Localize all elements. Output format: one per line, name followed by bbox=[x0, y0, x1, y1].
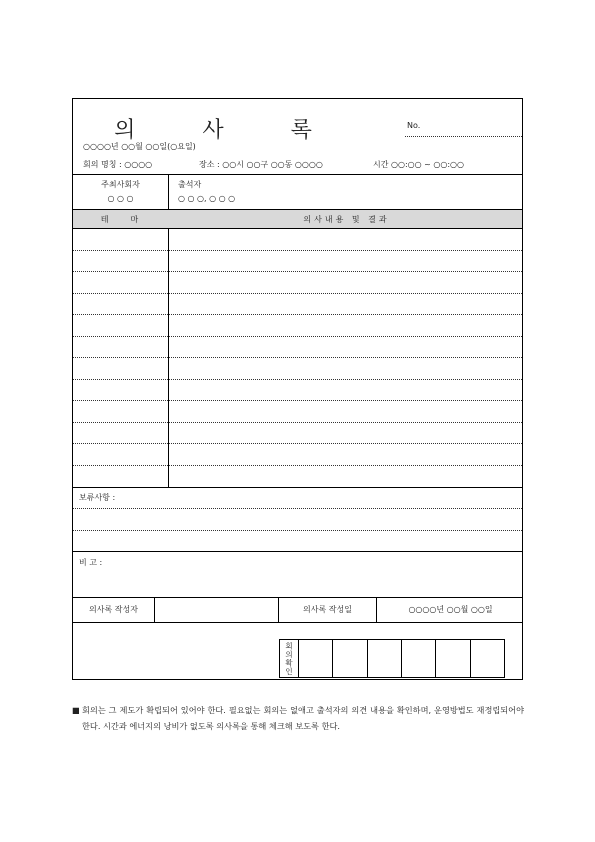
agenda-content-header: 의사내용 및 결과 bbox=[303, 215, 390, 224]
meeting-name: 회의 명칭 : ○○○○ bbox=[83, 160, 153, 169]
agenda-row[interactable] bbox=[73, 271, 522, 272]
divider bbox=[73, 551, 522, 552]
writer-field[interactable] bbox=[155, 598, 277, 621]
no-label: No. bbox=[407, 121, 421, 130]
date-line: ○○○○년 ○○월 ○○일(○요일) bbox=[83, 142, 196, 151]
divider bbox=[73, 597, 522, 598]
chair-value: ○ ○ ○ bbox=[107, 194, 134, 203]
write-date-label: 의사록 작성일 bbox=[303, 605, 352, 614]
agenda-row[interactable] bbox=[73, 465, 522, 466]
meeting-place: 장소 : ○○시 ○○구 ○○동 ○○○○ bbox=[199, 160, 323, 169]
agenda-row[interactable] bbox=[73, 314, 522, 315]
divider bbox=[73, 487, 522, 488]
minutes-form bbox=[72, 98, 523, 680]
write-date-value: ○○○○년 ○○월 ○○일 bbox=[408, 605, 493, 614]
pending-line[interactable] bbox=[73, 508, 522, 509]
divider bbox=[168, 174, 169, 210]
meeting-time: 시간 ○○:○○ ~ ○○:○○ bbox=[373, 160, 465, 169]
attendees-label: 출석자 bbox=[178, 180, 202, 189]
agenda-row[interactable] bbox=[73, 379, 522, 380]
agenda-row[interactable] bbox=[73, 293, 522, 294]
confirm-cell[interactable] bbox=[299, 640, 333, 677]
footnote-text: 회의는 그 제도가 확립되어 있어야 한다. 필요없는 회의는 없애고 출석자의 의견 내용을 확인하며, 운영방법도 재정립되어야 한다. 시간과 에너지의 낭비가 없도록 의사록을 통해 체크해 보도록 한다. bbox=[82, 705, 524, 731]
divider bbox=[168, 229, 169, 487]
writer-label: 의사록 작성자 bbox=[89, 605, 138, 614]
confirm-label: 회의확인 bbox=[280, 640, 299, 677]
divider bbox=[73, 174, 522, 175]
agenda-row[interactable] bbox=[73, 250, 522, 251]
confirm-table bbox=[279, 639, 505, 678]
agenda-row[interactable] bbox=[73, 422, 522, 423]
attendees-value: ○ ○ ○, ○ ○ ○ bbox=[178, 194, 236, 203]
pending-line[interactable] bbox=[73, 530, 522, 531]
agenda-row[interactable] bbox=[73, 400, 522, 401]
bullet-icon: ■ bbox=[72, 705, 80, 715]
pending-label: 보류사항 : bbox=[79, 493, 116, 502]
agenda-row[interactable] bbox=[73, 443, 522, 444]
confirm-cell[interactable] bbox=[402, 640, 436, 677]
agenda-row[interactable] bbox=[73, 336, 522, 337]
agenda-topic-header: 테 마 bbox=[100, 215, 141, 224]
divider bbox=[73, 622, 522, 623]
remarks-label: 비 고 : bbox=[79, 558, 103, 567]
confirm-cell[interactable] bbox=[333, 640, 367, 677]
confirm-cell[interactable] bbox=[368, 640, 402, 677]
confirm-cell[interactable] bbox=[471, 640, 504, 677]
form-title: 의 사 록 bbox=[114, 118, 342, 143]
agenda-row[interactable] bbox=[73, 357, 522, 358]
chair-label: 주최사회자 bbox=[101, 180, 140, 189]
confirm-cell[interactable] bbox=[436, 640, 470, 677]
footnote bbox=[72, 702, 524, 734]
no-field-line[interactable] bbox=[405, 136, 522, 137]
